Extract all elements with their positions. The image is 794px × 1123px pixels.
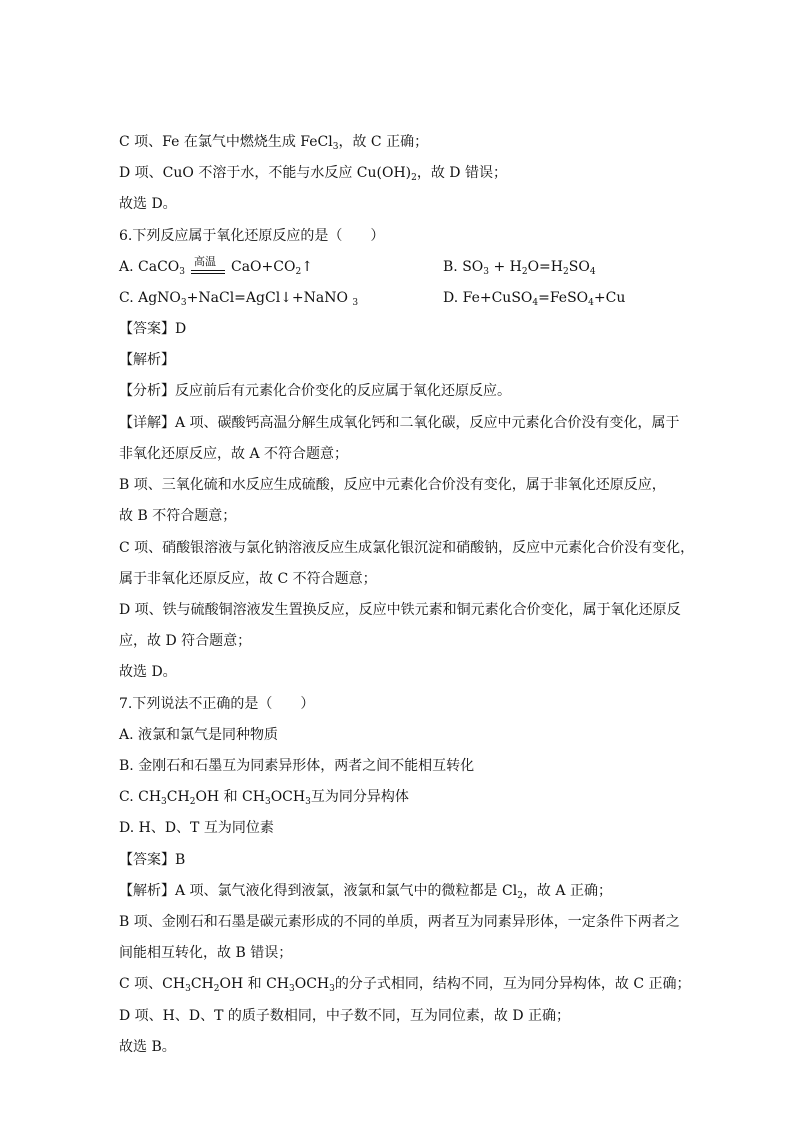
answer-line: 【答案】B [119, 852, 186, 868]
analysis-heading: 【解析】 [119, 352, 175, 368]
text-line: C 项、$CH_3CH_2OH$ 和 $CH_3OCH_3$的分子式相同，结构不同，互为同分异构体，故 C 正确； [119, 976, 691, 994]
text-line: 【详解】A 项、碳酸钙高温分解生成氧化钙和二氧化碳，反应中元素化合价没有变化，属于 [119, 415, 680, 431]
text-line: 故选 D。 [119, 196, 177, 212]
option-c: C. AgNO$_3$+NaCl=AgCl↓+NaNO $_3$ [119, 290, 359, 308]
text-line: B 项、三氧化硫和水反应生成硫酸，反应中元素化合价没有变化，属于非氧化还原反应， [119, 477, 666, 493]
option-a: A. 液氯和氯气是同种物质 [119, 727, 279, 743]
text-line: 非氧化还原反应，故 A 不符合题意； [119, 446, 349, 462]
options-row-ab [119, 257, 679, 277]
text-line: C 项、Fe 在氯气中燃烧生成 FeCl$_3$，故 C 正确； [119, 134, 429, 152]
reaction-condition: 高温 [191, 257, 225, 277]
text-line: D 项、铁与硫酸铜溶液发生置换反应，反应中铁元素和铜元素化合价变化，属于氧化还原反 [119, 602, 681, 618]
text-line: 故选 B。 [119, 1039, 176, 1055]
text-line: B 项、金刚石和石墨是碳元素形成的不同的单质，两者互为同素异形体，一定条件下两者之 [119, 914, 680, 930]
option-d: D. Fe+CuSO$_4$=FeSO$_4$+Cu [443, 290, 626, 308]
text-line: 间能相互转化，故 B 错误； [119, 945, 293, 961]
text-line: 【解析】A 项、氯气液化得到液氯，液氯和氯气中的微粒都是 $Cl_2$，故 A 正确； [119, 883, 612, 901]
text-line: 应，故 D 符合题意； [119, 633, 252, 649]
option-b: B. $SO_3 + H_2O=H_2SO_4$ [443, 259, 596, 277]
option-b: B. 金刚石和石墨互为同素异形体，两者之间不能相互转化 [119, 758, 475, 774]
option-a: A. CaCO$_3$ 高温 $CaO+CO_2↑$ [119, 255, 313, 277]
options-row-cd [119, 288, 679, 308]
text-line: 故选 D。 [119, 664, 177, 680]
answer-line: 【答案】D [119, 321, 187, 337]
question-7-stem: 7.下列说法不正确的是（ ） [119, 696, 315, 712]
text-line: 【分析】反应前后有元素化合价变化的反应属于氧化还原反应。 [119, 383, 511, 399]
option-c: C. $CH_3CH_2OH$ 和 $CH_3OCH_3$互为同分异构体 [119, 789, 409, 807]
text-line: C 项、硝酸银溶液与氯化钠溶液反应生成氯化银沉淀和硝酸钠，反应中元素化合价没有变化， [119, 540, 695, 556]
text-line: D 项、H、D、T 的质子数相同，中子数不同，互为同位素，故 D 正确； [119, 1008, 571, 1024]
text-line: 属于非氧化还原反应，故 C 不符合题意； [119, 571, 377, 587]
option-d: D. H、D、T 互为同位素 [119, 820, 274, 836]
question-6-stem: 6.下列反应属于氧化还原反应的是（ ） [119, 228, 385, 244]
text-line: 故 B 不符合题意； [119, 508, 237, 524]
text-line: D 项、CuO 不溶于水，不能与水反应 $Cu(OH)_2$，故 D 错误； [119, 165, 507, 183]
